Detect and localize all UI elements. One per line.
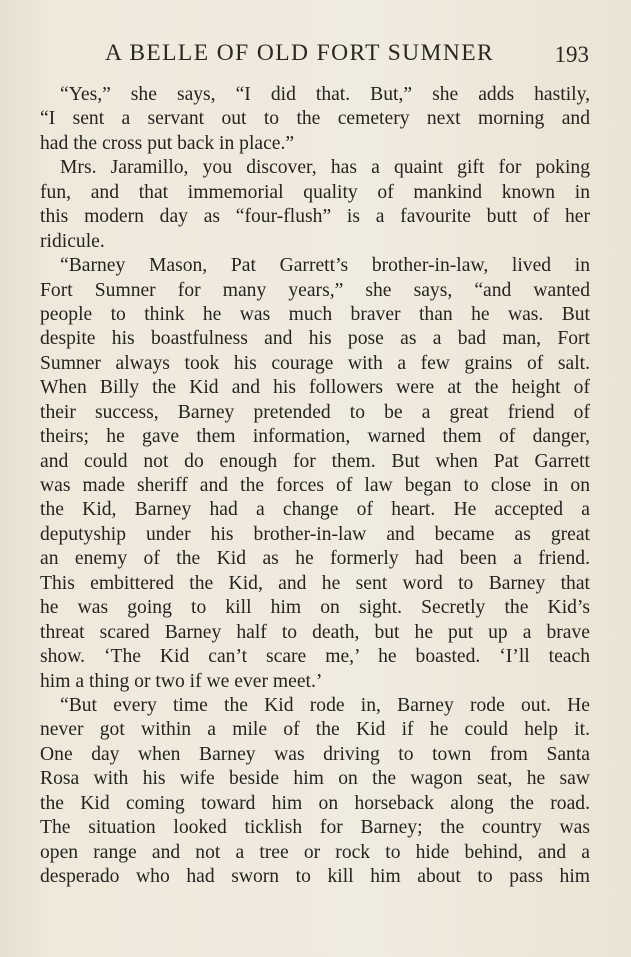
text-line: despite his boastfulness and his pose as a bad man, Fort	[40, 328, 590, 350]
text-line: theirs; he gave them information, warned them of danger,	[40, 426, 590, 448]
text-line: “But every time the Kid rode in, Barney rode out. He	[60, 694, 590, 716]
text-line: Sumner always took his courage with a few grains of salt.	[40, 352, 590, 374]
text-line: threat scared Barney half to death, but he put up a brave	[40, 621, 590, 643]
text-line: This embittered the Kid, and he sent word to Barney that	[40, 572, 590, 594]
text-line: One day when Barney was driving to town from Santa	[40, 743, 590, 765]
text-line: “Yes,” she says, “I did that. But,” she adds hastily,	[60, 84, 590, 105]
text-line: deputyship under his brother-in-law and became as great	[40, 523, 590, 545]
text-line: Rosa with his wife beside him on the wagon seat, he saw	[40, 768, 590, 790]
text-line: people to think he was much braver than he was. But	[40, 303, 590, 325]
page-number: 193	[554, 42, 589, 67]
text-line: ridicule.	[40, 230, 105, 252]
text-line: this modern day as “four-flush” is a favourite butt of her	[40, 206, 590, 228]
text-line: The situation looked ticklish for Barney; the country was	[40, 817, 590, 839]
text-line: “Barney Mason, Pat Garrett’s brother-in-law, lived in	[60, 255, 590, 277]
text-line: and could not do enough for them. But when Pat Garrett	[40, 450, 590, 472]
text-line: never got within a mile of the Kid if he could help it.	[40, 719, 590, 741]
text-line: Fort Sumner for many years,” she says, “and wanted	[40, 279, 590, 301]
text-line: When Billy the Kid and his followers were at the height of	[40, 377, 590, 399]
text-line: the Kid, Barney had a change of heart. He accepted a	[40, 499, 590, 521]
running-head	[105, 40, 589, 74]
text-line: an enemy of the Kid as he formerly had been a friend.	[40, 548, 590, 570]
text-line: “I sent a servant out to the cemetery next morning and	[40, 108, 590, 130]
text-line: fun, and that immemorial quality of mankind known in	[40, 181, 590, 203]
running-head-title: A BELLE OF OLD FORT SUMNER	[105, 40, 495, 66]
text-line: desperado who had sworn to kill him about to pass him	[40, 866, 590, 887]
text-line: he was going to kill him on sight. Secretly the Kid’s	[40, 597, 590, 619]
text-line: show. ‘The Kid can’t scare me,’ he boasted. ‘I’ll teach	[40, 646, 590, 668]
text-line: was made sheriff and the forces of law began to close in on	[40, 475, 590, 496]
text-line: open range and not a tree or rock to hide behind, and a	[40, 841, 590, 863]
text-line: him a thing or two if we ever meet.’	[40, 670, 323, 692]
text-line: the Kid coming toward him on horseback along the road.	[40, 792, 590, 814]
text-line: had the cross put back in place.”	[40, 132, 295, 154]
body-text	[40, 83, 590, 889]
text-line: Mrs. Jaramillo, you discover, has a quaint gift for poking	[60, 157, 590, 179]
text-line: their success, Barney pretended to be a great friend of	[40, 401, 590, 423]
